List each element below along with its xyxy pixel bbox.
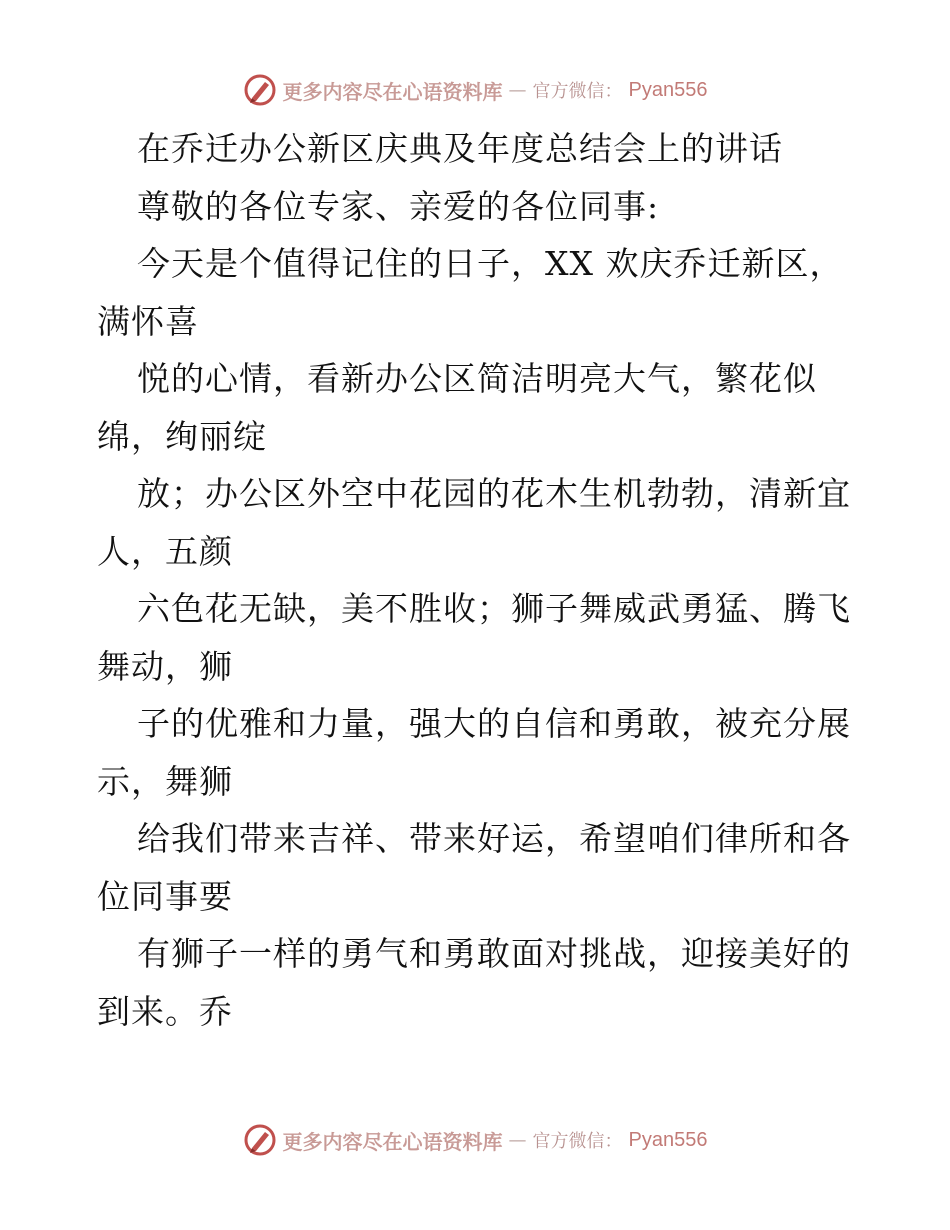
header-watermark [0, 68, 950, 112]
watermark-wechat-label: 官方微信： [532, 81, 623, 102]
paragraph-line: 到来。乔 [97, 991, 233, 1031]
paragraph-line: 人，五颜 [97, 531, 233, 571]
paragraph-line: 舞动，狮 [97, 646, 233, 686]
paragraph-line: 六色花无缺，美不胜收；狮子舞威武勇猛、腾飞 [137, 589, 851, 628]
paragraph-line: 悦的心情，看新办公区简洁明亮大气，繁花似 [137, 359, 817, 398]
paragraph-line: 有狮子一样的勇气和勇敢面对挑战，迎接美好的 [137, 934, 851, 973]
footer-watermark [0, 1118, 950, 1162]
paragraph-line: 放；办公区外空中花园的花木生机勃勃，清新宜 [137, 474, 851, 513]
paragraph-line: 尊敬的各位专家、亲爱的各位同事: [137, 186, 660, 226]
paragraph-line: 示，舞狮 [97, 761, 233, 801]
paragraph-line: 子的优雅和力量，强大的自信和勇敢，被充分展 [137, 704, 851, 743]
paragraph-line: 位同事要 [97, 876, 233, 916]
watermark-dash: — [508, 79, 527, 101]
paragraph-line: 绵，绚丽绽 [97, 416, 267, 456]
paragraph-line: 今天是个值得记住的日子，XX 欢庆乔迁新区， [137, 244, 844, 283]
pen-logo-icon [243, 1123, 277, 1157]
watermark-wechat-label: 官方微信： [532, 1131, 623, 1152]
watermark-site-text: 更多内容尽在心语资料库 [282, 79, 503, 104]
watermark-wechat-id: Pyan556 [628, 1128, 708, 1151]
watermark-site-text: 更多内容尽在心语资料库 [282, 1129, 503, 1154]
document-body [97, 120, 857, 1040]
watermark-dash: — [508, 1129, 527, 1151]
paragraph-line: 满怀喜 [97, 301, 199, 341]
paragraph-line: 给我们带来吉祥、带来好运，希望咱们律所和各 [137, 819, 851, 858]
document-title: 在乔迁办公新区庆典及年度总结会上的讲话 [137, 129, 783, 168]
pen-logo-icon [243, 73, 277, 107]
watermark-wechat-id: Pyan556 [628, 78, 708, 101]
